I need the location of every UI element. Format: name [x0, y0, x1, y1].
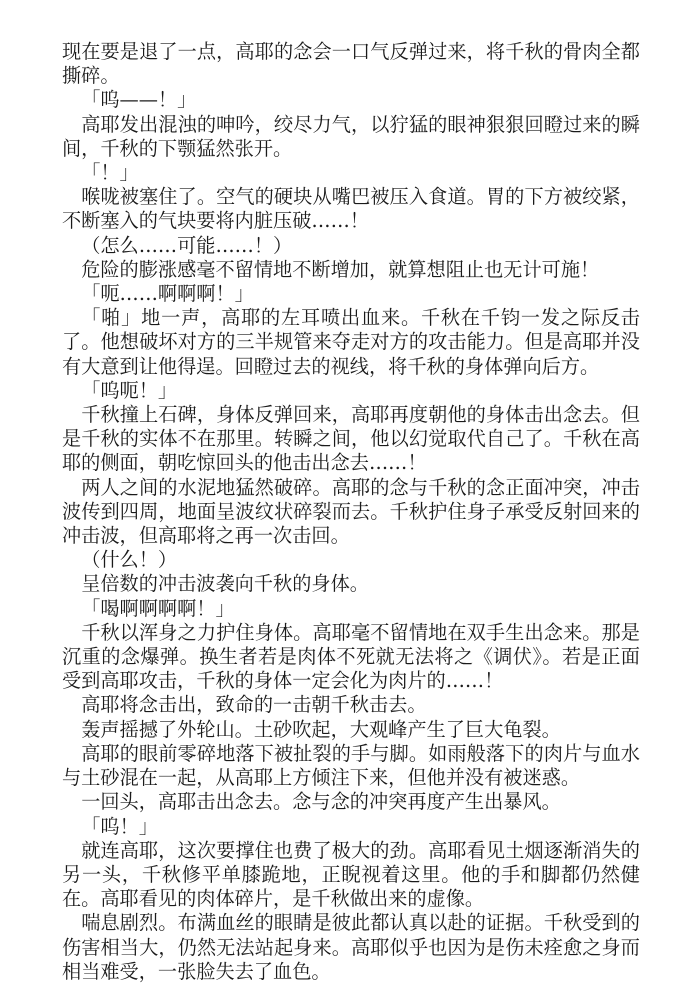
paragraph: 「呃……啊啊啊！」 — [81, 282, 254, 306]
paragraph: 危险的膨涨感毫不留情地不断增加，就算想阻止也无计可施！ — [81, 257, 600, 281]
paragraph: 高耶将念击出，致命的一击朝千秋击去。 — [81, 693, 427, 717]
paragraph: 轰声摇撼了外轮山。土砂吹起，大观峰产生了巨大龟裂。 — [81, 717, 561, 741]
paragraph: 「啪」地一声，高耶的左耳喷出血来。千秋在千钧一发之际反击了。他想破坏对方的三半规管来夺走对方的攻击能力。但是高耶并没有大意到让他得逞。回瞪过去的视线，将千秋的身体弹向后方。 — [62, 306, 640, 378]
paragraph: 高耶的眼前零碎地落下被扯裂的手与脚。如雨般落下的肉片与血水与土砂混在一起，从高耶上方倾注下来，但他并没有被迷惑。 — [62, 741, 640, 790]
paragraph: （什么！） — [81, 548, 178, 572]
paragraph: 「呜呃！」 — [81, 378, 178, 402]
paragraph: 「呜！」 — [81, 814, 158, 838]
paragraph: 喉咙被塞住了。空气的硬块从嘴巴被压入食道。胃的下方被绞紧，不断塞入的气块要将内脏压破……！ — [62, 185, 640, 233]
paragraph: 喘息剧烈。布满血丝的眼睛是彼此都认真以赴的证据。千秋受到的伤害相当大，仍然无法站起身来。高耶似乎也因为是伤未痊愈之身而相当难受，一张脸失去了血色。 — [62, 911, 640, 983]
paragraph: 两人之间的水泥地猛然破碎。高耶的念与千秋的念正面冲突，冲击波传到四周，地面呈波纹状碎裂而去。千秋护住身子承受反射回来的冲击波，但高耶将之再一次击回。 — [62, 475, 640, 548]
paragraph: 就连高耶，这次要撑住也费了极大的劲。高耶看见土烟逐渐消失的另一头，千秋修平单膝跪地，正睨视着这里。他的手和脚都仍然健在。高耶看见的肉体碎片，是千秋做出来的虚像。 — [62, 838, 640, 911]
paragraph: 现在要是退了一点，高耶的念会一口气反弹过来，将千秋的骨肉全都撕碎。 — [62, 40, 640, 88]
paragraph: 千秋以浑身之力护住身体。高耶毫不留情地在双手生出念来。那是沉重的念爆弹。换生者若是肉体不死就无法将之《调伏》。若是正面受到高耶攻击，千秋的身体一定会化为肉片的……！ — [62, 620, 640, 693]
paragraph: 一回头，高耶击出念去。念与念的冲突再度产生出暴风。 — [81, 790, 561, 814]
paragraph: 千秋撞上石碑，身体反弹回来，高耶再度朝他的身体击出念去。但是千秋的实体不在那里。转瞬之间，他以幻觉取代自己了。千秋在高耶的侧面，朝吃惊回头的他击出念去……！ — [62, 403, 640, 475]
paragraph: 「！」 — [81, 161, 139, 185]
paragraph: 高耶发出混浊的呻吟，绞尽力气，以狞猛的眼神狠狠回瞪过来的瞬间，千秋的下颚猛然张开。 — [62, 112, 640, 160]
paragraph: 「呜——！」 — [81, 88, 197, 112]
paragraph: 「喝啊啊啊啊！」 — [81, 596, 235, 620]
paragraph: 呈倍数的冲击波袭向千秋的身体。 — [81, 572, 369, 596]
paragraph: （怎么……可能……！） — [81, 233, 293, 257]
document-page — [62, 40, 640, 984]
